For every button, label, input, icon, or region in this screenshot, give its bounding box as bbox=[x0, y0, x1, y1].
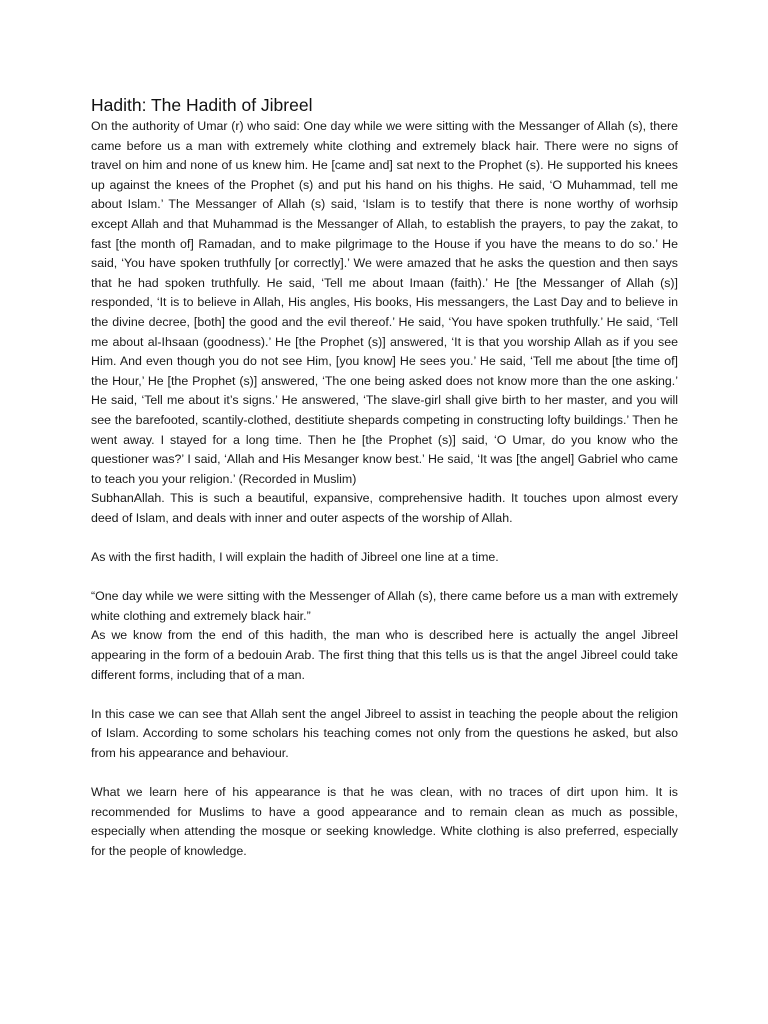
explanation-intro-paragraph: As with the first hadith, I will explain the hadith of Jibreel one line at a time. bbox=[91, 550, 499, 565]
paragraph-spacer bbox=[91, 568, 678, 588]
paragraph-spacer bbox=[91, 528, 678, 548]
quoted-line-paragraph: “One day while we were sitting with the Messenger of Allah (s), there came before us a man with extremely white clothing and extremely black hair.” bbox=[91, 589, 678, 623]
explanation-paragraph: In this case we can see that Allah sent the angel Jibreel to assist in teaching the people about the religion of Islam. According to some scholars his teaching comes not only from the questions he asked, but also from his appearance and behaviour. bbox=[91, 706, 678, 760]
paragraph-spacer bbox=[91, 685, 678, 705]
commentary-intro-paragraph: SubhanAllah. This is such a beautiful, expansive, comprehensive hadith. It touches upon almost every deed of Islam, and deals with inner and outer aspects of the worship of Allah. bbox=[91, 491, 678, 525]
explanation-paragraph: As we know from the end of this hadith, the man who is described here is actually the angel Jibreel appearing in the form of a bedouin Arab. The first thing that this tells us is that the angel Jibreel could take different forms, including that of a man. bbox=[91, 628, 678, 682]
document-page bbox=[91, 94, 678, 862]
hadith-text-paragraph: On the authority of Umar (r) who said: One day while we were sitting with the Messanger of Allah (s), there came before us a man with extremely white clothing and extremely black hair. There were no signs of travel on him and none of us knew him. He [came and] sat next to the Prophet (s). He supported his knees up against the knees of the Prophet (s) and put his hand on his thighs. He said, ‘O Muhammad, tell me about Islam.’ The Messanger of Allah (s) said, ‘Islam is to testify that there is none worthy of worhsip except Allah and that Muhammad is the Messanger of Allah, to establish the prayers, to pay the zakat, to fast [the month of] Ramadan, and to make pilgrimage to the House if you have the means to do so.’ He said, ‘You have spoken truthfully [or correctly].’ We were amazed that he asks the question and then says that he had spoken truthfully. He said, ‘Tell me about Imaan (faith).’ He [the Messanger of Allah (s)] responded, ‘It is to believe in Allah, His angles, His books, His messangers, the Last Day and to believe in the divine decree, [both] the good and the evil thereof.’ He said, ‘You have spoken truthfully.’ He said, ‘Tell me about al-Ihsaan (goodness).’ He [the Prophet (s)] answered, ‘It is that you worship Allah as if you see Him. And even though you do not see Him, [you know] He sees you.’ He said, ‘Tell me about [the time of] the Hour,’ He [the Prophet (s)] answered, ‘The one being asked does not know more than the one asking.’ He said, ‘Tell me about it’s signs.’ He answered, ‘The slave-girl shall give birth to her master, and you will see the barefooted, scantily-clothed, destitiute shepards competing in constructing lofty buildings.’ Then he went away. I stayed for a long time. Then he [the Prophet (s)] said, ‘O Umar, do you know who the questioner was?’ I said, ‘Allah and His Mesanger know best.’ He said, ‘It was [the angel] Gabriel who came to teach you your religion.’ (Recorded in Muslim) bbox=[91, 119, 678, 486]
paragraph-spacer bbox=[91, 764, 678, 784]
document-title: Hadith: The Hadith of Jibreel bbox=[91, 95, 313, 115]
explanation-paragraph: What we learn here of his appearance is that he was clean, with no traces of dirt upon him. It is recommended for Muslims to have a good appearance and to remain clean as much as possible, especially when attending the mosque or seeking knowledge. White clothing is also preferred, especially for the people of knowledge. bbox=[91, 785, 678, 858]
